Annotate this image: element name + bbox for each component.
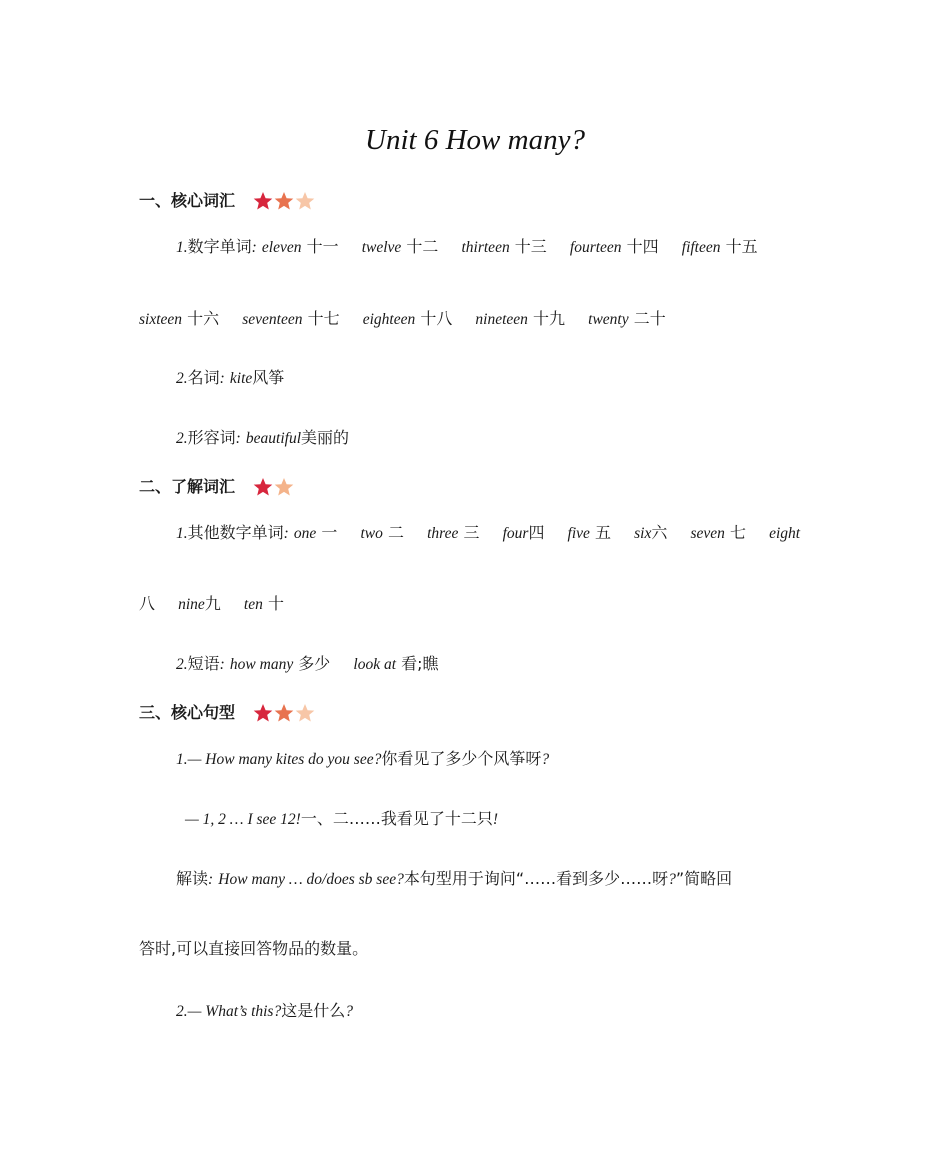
note-line: 答时,可以直接回答物品的数量。 — [139, 939, 369, 958]
word-en: sixteen — [139, 311, 183, 328]
word-zh: 十一 — [306, 237, 339, 256]
word-en: three — [427, 525, 459, 542]
vocab-line — [139, 593, 284, 616]
section-heading-extra-vocab — [139, 476, 294, 498]
word-zh: 八 — [139, 594, 156, 613]
word-zh: 美丽的 — [301, 428, 350, 447]
star-icon — [295, 191, 315, 211]
word-en: four — [502, 525, 529, 542]
word-en: seven — [690, 525, 725, 542]
word-zh: 十五 — [725, 237, 758, 256]
star-icon — [274, 703, 294, 723]
star-icon — [253, 703, 273, 723]
word-en: fifteen — [681, 239, 721, 256]
word-zh: 十九 — [533, 309, 566, 328]
word-en: ten — [243, 596, 263, 613]
word-en: look at — [353, 656, 397, 673]
section-heading-core-vocab — [139, 190, 315, 212]
word-zh: 风筝 — [252, 368, 285, 387]
vocab-line: 2.形容词: beautiful美丽的 — [176, 428, 350, 447]
word-en: twenty — [588, 311, 629, 328]
rating-stars — [253, 703, 315, 723]
word-en: eighteen — [362, 311, 416, 328]
note-line: 解读: How many … do/does sb see?本句型用于询问“……看到多少……呀?”简略回 — [176, 869, 733, 888]
word-en: two — [360, 525, 383, 542]
vocab-line: 1.数字单词: eleven 十一 twelve 十二 thirteen 十三 fourteen 十四 fifteen 十五 — [176, 237, 758, 256]
word-en: eight — [769, 525, 801, 542]
rating-stars — [253, 477, 294, 497]
star-icon — [253, 477, 273, 497]
word-en: seventeen — [242, 311, 303, 328]
star-icon — [253, 191, 273, 211]
word-en: fourteen — [569, 239, 622, 256]
page-title: Unit 6 How many? — [365, 124, 585, 156]
word-zh: 一 — [321, 523, 338, 542]
word-zh: 十四 — [626, 237, 659, 256]
vocab-line: 2.短语: how many 多少 look at 看;瞧 — [176, 654, 439, 673]
word-en: twelve — [361, 239, 402, 256]
star-icon — [274, 191, 294, 211]
section-heading-text: 二、了解词汇 — [139, 477, 236, 496]
word-en: kite — [229, 370, 253, 387]
word-en: five — [567, 525, 590, 542]
word-zh: 十二 — [406, 237, 439, 256]
section-heading-text: 三、核心句型 — [139, 703, 236, 722]
section-heading-text: 一、核心词汇 — [139, 191, 236, 210]
word-en: nineteen — [475, 311, 528, 328]
word-en: six — [634, 525, 652, 542]
word-en: one — [293, 525, 317, 542]
word-zh: 二 — [388, 523, 405, 542]
word-zh: 看;瞧 — [401, 654, 439, 673]
word-zh: 十六 — [187, 309, 220, 328]
word-zh: 十八 — [420, 309, 453, 328]
word-en: beautiful — [245, 430, 302, 447]
word-zh: 十三 — [514, 237, 547, 256]
vocab-line — [139, 308, 666, 331]
vocab-line: 1.其他数字单词: one 一 two 二 three 三 four四 five 五 six六 seven 七 eight — [176, 523, 801, 542]
word-en: eleven — [261, 239, 302, 256]
sentence-line: — 1, 2 … I see 12!一、二……我看见了十二只! — [185, 809, 498, 828]
sentence-line: 1.— How many kites do you see?你看见了多少个风筝呀? — [176, 749, 550, 768]
star-icon — [274, 477, 294, 497]
word-en: nine — [178, 596, 205, 613]
word-zh: 四 — [528, 523, 545, 542]
section-heading-core-sentences — [139, 702, 315, 724]
vocab-line: 2.名词: kite风筝 — [176, 368, 285, 387]
word-zh: 六 — [651, 523, 668, 542]
rating-stars — [253, 191, 315, 211]
star-icon — [295, 703, 315, 723]
word-en: how many — [229, 656, 294, 673]
word-zh: 多少 — [298, 654, 331, 673]
word-zh: 五 — [595, 523, 612, 542]
word-zh: 二十 — [633, 309, 666, 328]
word-zh: 七 — [729, 523, 746, 542]
word-zh: 三 — [463, 523, 480, 542]
word-zh: 十七 — [307, 309, 340, 328]
word-zh: 九 — [204, 594, 221, 613]
word-en: thirteen — [461, 239, 510, 256]
word-zh: 十 — [267, 594, 284, 613]
sentence-line: 2.— What’s this?这是什么? — [176, 1001, 353, 1020]
